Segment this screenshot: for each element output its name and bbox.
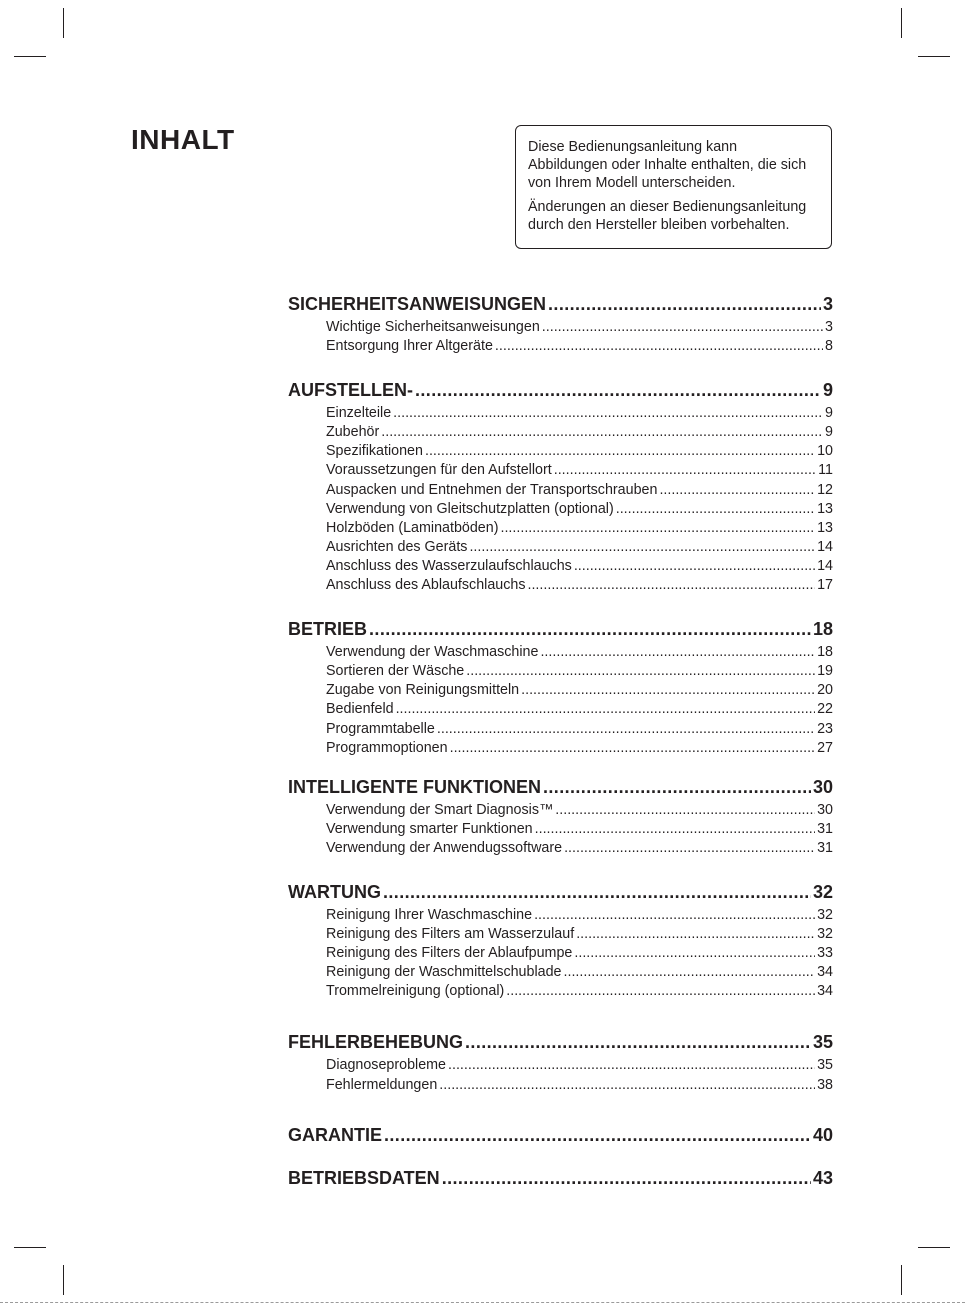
toc-item-label: Zugabe von Reinigungsmitteln [326,682,520,699]
toc-item-label: Diagnoseprobleme [326,1057,447,1074]
toc-item-list [288,906,833,1001]
toc-item [326,481,833,500]
toc-heading [288,378,833,402]
dot-leader [437,720,815,739]
dot-leader [564,963,816,982]
toc-item-page: 34 [817,983,833,1000]
toc-item-label: Anschluss des Ablaufschlauchs [326,577,526,594]
toc-section [288,880,833,1001]
crop-mark [901,8,902,38]
toc-item-label: Bedienfeld [326,701,394,718]
toc-item-page: 13 [817,519,833,536]
toc-item-label: Voraussetzungen für den Aufstellort [326,462,552,479]
toc-item-page: 3 [825,319,833,335]
toc-item-page: 34 [817,964,833,981]
toc-heading [288,880,833,904]
toc-heading-title: BETRIEB [288,619,368,640]
toc-item-label: Trommelreinigung (optional) [326,983,505,1000]
toc-item [326,720,833,739]
dot-leader [574,557,815,576]
page-edge-rule [0,1302,965,1303]
toc-heading-page: 43 [812,1167,833,1188]
toc-item [326,906,833,925]
dot-leader [542,318,823,337]
toc-item-page: 32 [817,926,833,943]
dot-leader [396,700,816,719]
dot-leader [448,1056,815,1075]
dot-leader [425,442,815,461]
toc-item-page: 31 [817,839,833,856]
dot-leader [659,481,815,500]
toc-item-label: Anschluss des Wasserzulaufschlauchs [326,557,572,574]
dot-leader [535,820,815,839]
toc-heading-title: WARTUNG [288,881,381,902]
toc-section [288,1123,833,1147]
dot-leader [543,775,811,799]
toc-item-label: Verwendung smarter Funktionen [326,820,533,837]
dot-leader [383,880,811,904]
toc-heading-page: 30 [812,776,833,797]
dot-leader [616,500,815,519]
crop-mark [63,1265,64,1295]
toc-item-page: 20 [817,682,833,699]
toc-item-page: 8 [825,338,833,355]
dot-leader [548,292,821,316]
toc-heading [288,1030,833,1054]
toc-item-page: 10 [817,443,833,460]
dot-leader [555,801,815,820]
toc-item-list [288,318,833,356]
toc-item-page: 38 [817,1076,833,1093]
notice-paragraph-2: Änderungen an dieser Bedienungsanleitung durch den Hersteller bleiben vorbehalten. [528,199,807,233]
toc-item-label: Verwendung von Gleitschutzplatten (optional) [326,500,614,517]
toc-item-page: 22 [817,701,833,718]
toc-item-list [288,643,833,758]
toc-item-label: Verwendung der Smart Diagnosis™ [326,801,554,818]
toc-item [326,820,833,839]
toc-item [326,801,833,820]
toc-item-page: 18 [817,644,833,661]
toc-item-label: Entsorgung Ihrer Altgeräte [326,338,493,355]
toc-item-page: 19 [817,663,833,680]
toc-item-label: Programmtabelle [326,720,435,737]
toc-item [326,318,833,337]
toc-item [326,944,833,963]
toc-item-label: Einzelteile [326,405,392,422]
toc-item-page: 14 [817,557,833,574]
toc-heading-page: 40 [812,1124,833,1145]
toc-item [326,500,833,519]
toc-section [288,775,833,858]
dot-leader [576,925,815,944]
toc-item [326,982,833,1001]
toc-item-page: 32 [817,906,833,923]
toc-item-label: Sortieren der Wäsche [326,663,465,680]
crop-mark [901,1265,902,1295]
toc-item-label: Verwendung der Anwendugssoftware [326,839,563,856]
crop-mark [63,8,64,38]
toc-heading-page: 35 [812,1032,833,1053]
dot-leader [495,337,823,356]
dot-leader [466,662,815,681]
toc-item [326,576,833,595]
toc-item-page: 9 [825,424,833,441]
toc-item-page: 11 [818,462,833,479]
toc-heading [288,617,833,641]
toc-item-label: Auspacken und Entnehmen der Transportschrauben [326,481,658,498]
dot-leader [564,839,815,858]
toc-item [326,739,833,758]
toc-item [326,423,833,442]
toc-item [326,681,833,700]
dot-leader [527,576,815,595]
dot-leader [574,944,815,963]
toc-heading-title: FEHLERBEHEBUNG [288,1032,464,1053]
toc-heading [288,292,833,316]
toc-heading [288,775,833,799]
toc-item [326,461,833,480]
toc-item [326,643,833,662]
toc-item-label: Wichtige Sicherheitsanweisungen [326,319,540,335]
toc-item-list [288,1056,833,1094]
toc-heading-page: 3 [822,294,833,314]
toc-section [288,1166,833,1190]
crop-mark [918,1247,950,1248]
toc-item [326,839,833,858]
crop-mark [14,56,46,57]
toc-heading-title: SICHERHEITSANWEISUNGEN [288,294,547,314]
toc-item [326,519,833,538]
toc-item-label: Reinigung des Filters am Wasserzulauf [326,926,575,943]
toc-item-label: Verwendung der Waschmaschine [326,644,539,661]
toc-item [326,662,833,681]
dot-leader [439,1076,815,1095]
toc-item-page: 17 [817,577,833,594]
toc-item-label: Reinigung des Filters der Ablaufpumpe [326,945,573,962]
toc-heading-title: INTELLIGENTE FUNKTIONEN [288,776,541,797]
toc-item-label: Zubehör [326,424,380,441]
toc-item-page: 33 [817,945,833,962]
dot-leader [384,1123,811,1147]
toc-item-label: Reinigung der Waschmittelschublade [326,964,562,981]
toc-item-label: Spezifikationen [326,443,423,460]
notice-paragraph-1: Diese Bedienungsanleitung kann Abbildungen oder Inhalte enthalten, die sich von Ihrem Modell unterscheiden. [528,139,807,191]
toc-item [326,404,833,423]
toc-item [326,1076,833,1095]
toc-item-page: 13 [817,500,833,517]
dot-leader [521,681,815,700]
toc-item-label: Ausrichten des Geräts [326,538,468,555]
dot-leader [381,423,823,442]
dot-leader [442,1166,811,1190]
toc-item-list [288,801,833,858]
toc-item [326,1056,833,1075]
dot-leader [450,739,816,758]
dot-leader [534,906,815,925]
toc-item-page: 23 [817,720,833,737]
crop-mark [14,1247,46,1248]
toc-item-label: Holzböden (Laminatböden) [326,519,499,536]
toc-heading-title: BETRIEBSDATEN [288,1167,440,1188]
toc-item-page: 30 [817,801,833,818]
dot-leader [554,461,816,480]
dot-leader [393,404,823,423]
toc-heading [288,1123,833,1147]
dot-leader [369,617,811,641]
toc-section [288,292,833,356]
toc-item-label: Programmoptionen [326,739,448,756]
page-title: INHALT [131,124,235,155]
toc-heading [288,1166,833,1190]
toc-item [326,963,833,982]
toc-heading-title: GARANTIE [288,1124,382,1145]
toc-item-label: Reinigung Ihrer Waschmaschine [326,906,533,923]
toc-item-page: 31 [817,820,833,837]
dot-leader [465,1030,811,1054]
dot-leader [469,538,815,557]
toc-item-page: 9 [825,405,833,422]
toc-section [288,617,833,758]
dot-leader [500,519,815,538]
toc-heading-page: 9 [822,380,833,401]
notice-box [515,125,832,249]
toc-heading-page: 32 [812,881,833,902]
toc-heading-title: AUFSTELLEN- [288,380,413,401]
crop-mark [918,56,950,57]
toc-heading-page: 18 [812,619,833,640]
toc-section [288,1030,833,1094]
toc-item [326,700,833,719]
toc-item-page: 12 [817,481,833,498]
toc-item [326,557,833,576]
toc-item [326,337,833,356]
toc-section [288,378,833,595]
dot-leader [506,982,815,1001]
dot-leader [415,378,821,402]
table-of-contents [288,292,833,1190]
dot-leader [540,643,815,662]
toc-item-list [288,404,833,595]
toc-item-page: 27 [817,739,833,756]
toc-item [326,442,833,461]
toc-item [326,538,833,557]
toc-item-page: 14 [817,538,833,555]
toc-item-label: Fehlermeldungen [326,1076,438,1093]
toc-item [326,925,833,944]
toc-item-page: 35 [817,1057,833,1074]
